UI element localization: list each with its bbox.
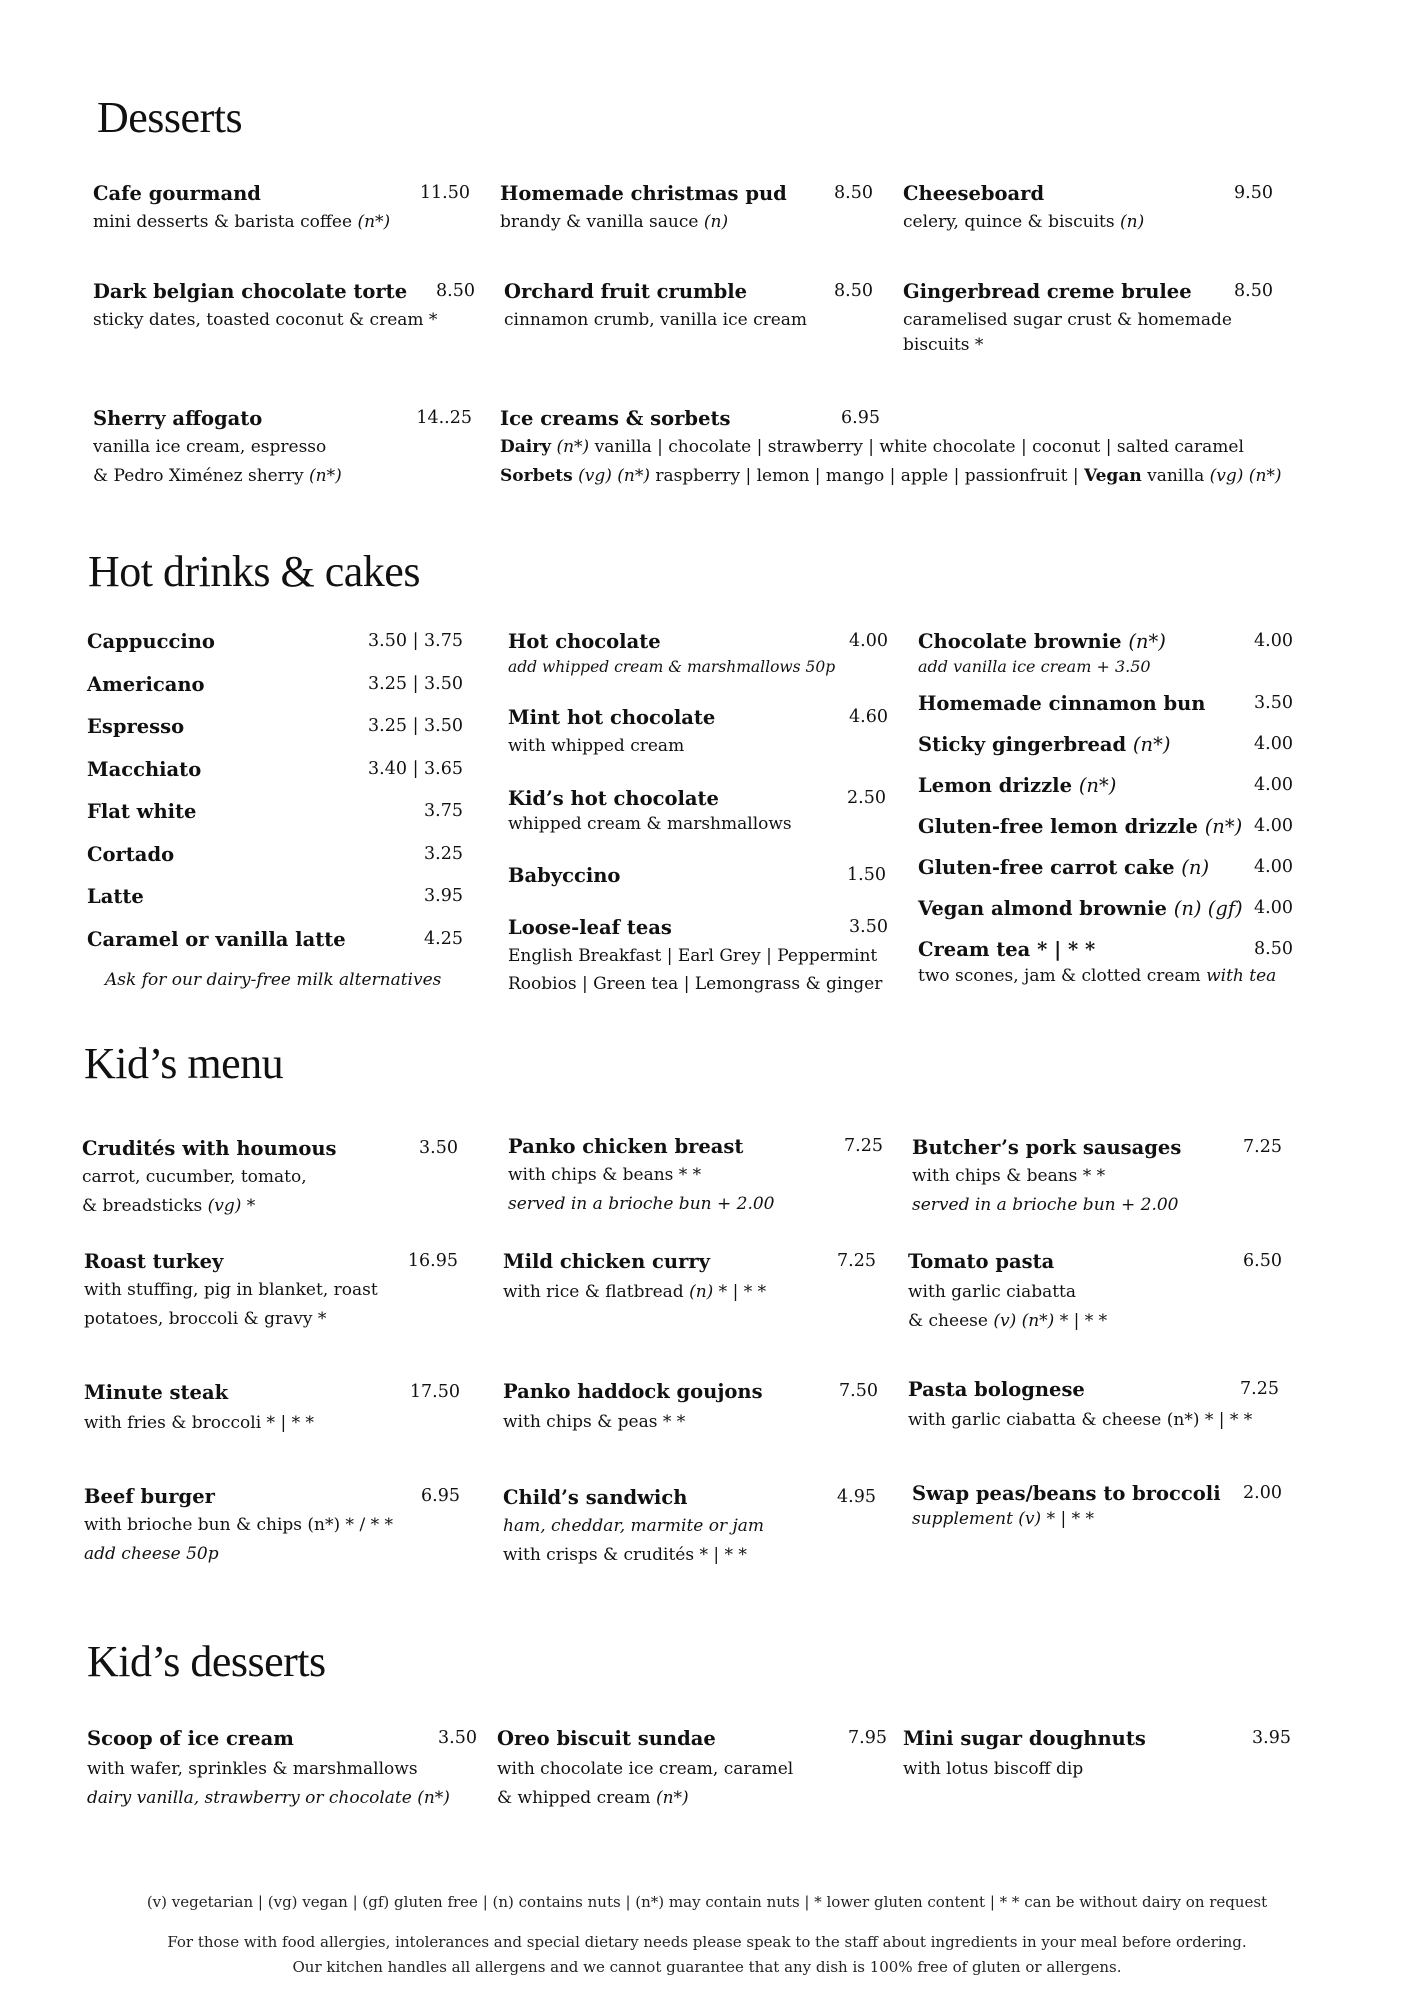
item-price: 6.95 xyxy=(841,408,880,428)
menu-item-sugar-doughnuts xyxy=(903,1725,1291,1784)
item-price: 2.50 xyxy=(847,788,886,808)
item-price: 4.25 xyxy=(424,928,463,949)
item-description: & Pedro Ximénez sherry (n*) xyxy=(93,466,342,486)
item-description: cinnamon crumb, vanilla ice cream xyxy=(504,310,808,330)
item-description: brandy & vanilla sauce (n) xyxy=(500,212,729,232)
item-price: 4.00 xyxy=(1254,734,1293,754)
item-description: whipped cream & marshmallows xyxy=(508,814,792,834)
coffee-item xyxy=(87,628,463,671)
item-price: 11.50 xyxy=(419,183,470,203)
item-description: with crisps & crudités * | * * xyxy=(503,1545,747,1565)
menu-item-tomato-pasta xyxy=(908,1248,1282,1336)
item-description: with chocolate ice cream, caramel xyxy=(497,1759,794,1779)
item-description: celery, quince & biscuits (n) xyxy=(903,212,1145,232)
item-description: with brioche bun & chips (n*) * / * * xyxy=(84,1515,393,1535)
item-name: Espresso xyxy=(87,715,185,738)
item-price: 4.95 xyxy=(837,1487,876,1507)
menu-item-babyccino xyxy=(508,862,886,890)
menu-item-swap-broccoli xyxy=(912,1480,1282,1530)
dietary-legend: (v) vegetarian | (vg) vegan | (gf) gluten free | (n) contains nuts | (n*) may contain nuts | * lower gluten content | * * can be without dairy on request xyxy=(146,1893,1268,1911)
item-name: Chocolate brownie (n*) xyxy=(918,630,1166,653)
dairy-list: Dairy (n*) vanilla | chocolate | strawberry | white chocolate | coconut | salted caramel xyxy=(500,437,1244,457)
item-price: 3.50 xyxy=(419,1138,458,1158)
cake-item xyxy=(918,895,1293,923)
item-price: 14..25 xyxy=(416,408,472,428)
allergy-notice: For those with food allergies, intolerances and special dietary needs please speak to the staff about ingredients in your meal before ordering. xyxy=(167,1933,1247,1951)
item-price: 4.00 xyxy=(1254,631,1293,651)
menu-item-hot-chocolate xyxy=(508,628,888,678)
item-description: vanilla ice cream, espresso xyxy=(93,437,327,457)
sorbet-list: Sorbets (vg) (n*) raspberry | lemon | mango | apple | passionfruit | Vegan vanilla (vg) (n*) xyxy=(500,466,1282,486)
dairy-free-note: Ask for our dairy-free milk alternatives xyxy=(105,970,442,990)
coffee-item xyxy=(87,756,463,799)
menu-item-minute-steak xyxy=(84,1379,460,1438)
item-name: Minute steak xyxy=(84,1381,229,1404)
item-price: 7.25 xyxy=(837,1251,876,1271)
item-price: 3.50 xyxy=(438,1728,477,1748)
item-name: Pasta bolognese xyxy=(908,1378,1085,1401)
item-name: Gingerbread creme brulee xyxy=(903,280,1192,303)
allergy-notice-2: Our kitchen handles all allergens and we cannot guarantee that any dish is 100% free of gluten or allergens. xyxy=(292,1958,1122,1976)
item-description: with garlic ciabatta & cheese (n*) * | * * xyxy=(908,1410,1253,1430)
menu-item-kids-hot-chocolate xyxy=(508,785,886,835)
menu-item-crudites xyxy=(82,1135,458,1221)
item-name: Cheeseboard xyxy=(903,182,1045,205)
item-description: with garlic ciabatta xyxy=(908,1282,1077,1302)
item-description: with stuffing, pig in blanket, roast xyxy=(84,1280,378,1300)
menu-item-brulee xyxy=(903,278,1273,360)
item-name: Dark belgian chocolate torte xyxy=(93,280,408,303)
item-name: Sticky gingerbread (n*) xyxy=(918,733,1171,756)
item-price: 3.50 xyxy=(849,917,888,937)
menu-item-haddock-goujons xyxy=(503,1378,878,1437)
item-name: Cortado xyxy=(87,842,175,866)
item-name: Latte xyxy=(87,885,144,908)
coffee-item xyxy=(87,883,463,926)
cake-item xyxy=(918,772,1293,800)
item-name: Orchard fruit crumble xyxy=(504,280,748,303)
cake-item xyxy=(918,936,1293,988)
item-price: 3.25 | 3.50 xyxy=(368,716,463,736)
item-price: 7.25 xyxy=(1243,1137,1282,1157)
item-price: 8.50 xyxy=(1254,939,1293,959)
item-price: 16.95 xyxy=(407,1251,458,1271)
desserts-title: Desserts xyxy=(97,93,243,142)
item-name: Tomato pasta xyxy=(908,1250,1055,1273)
item-description: potatoes, broccoli & gravy * xyxy=(84,1309,327,1329)
menu-item-ice-creams xyxy=(500,405,1282,491)
item-name: Hot chocolate xyxy=(508,630,661,653)
menu-item-christmas-pud xyxy=(500,180,873,237)
menu-item-roast-turkey xyxy=(84,1248,458,1334)
cake-list xyxy=(918,628,1293,1000)
item-price: 8.50 xyxy=(834,281,873,301)
coffee-list xyxy=(87,628,463,968)
cake-item xyxy=(918,813,1293,841)
item-description: two scones, jam & clotted cream with tea xyxy=(918,966,1277,986)
item-price: 3.50 | 3.75 xyxy=(368,631,463,651)
item-name: Kid’s hot chocolate xyxy=(508,787,719,810)
item-description: served in a brioche bun + 2.00 xyxy=(912,1195,1179,1215)
item-description: add cheese 50p xyxy=(84,1544,219,1564)
item-description: with wafer, sprinkles & marshmallows xyxy=(87,1759,418,1779)
item-price: 2.00 xyxy=(1243,1483,1282,1503)
item-name: Mild chicken curry xyxy=(503,1250,710,1273)
item-price: 7.50 xyxy=(839,1381,878,1401)
item-name: Beef burger xyxy=(84,1485,215,1508)
coffee-item xyxy=(87,841,463,884)
menu-item-oreo-sundae xyxy=(497,1725,887,1813)
item-name: Cafe gourmand xyxy=(93,182,261,205)
kids-desserts-title: Kid’s desserts xyxy=(87,1637,326,1686)
item-price: 7.25 xyxy=(1240,1379,1279,1399)
kids-menu-title: Kid’s menu xyxy=(84,1039,284,1088)
coffee-item xyxy=(87,713,463,756)
item-name: Gluten-free carrot cake (n) xyxy=(918,856,1210,879)
item-price: 4.00 xyxy=(1254,775,1293,795)
item-description: supplement (v) * | * * xyxy=(912,1509,1095,1529)
item-name: Lemon drizzle (n*) xyxy=(918,774,1117,797)
menu-item-scoop-ice-cream xyxy=(87,1725,477,1813)
cake-item xyxy=(918,854,1293,882)
item-price: 3.50 xyxy=(1254,693,1293,713)
item-name: Vegan almond brownie (n) (gf) xyxy=(918,897,1243,920)
item-price: 3.95 xyxy=(424,886,463,906)
item-price: 4.00 xyxy=(1254,898,1293,918)
item-name: Ice creams & sorbets xyxy=(500,407,731,430)
item-name: Gluten-free lemon drizzle (n*) xyxy=(918,815,1243,838)
item-price: 6.95 xyxy=(421,1486,460,1506)
item-price: 8.50 xyxy=(1234,281,1273,301)
item-price: 8.50 xyxy=(436,281,475,301)
item-name: Macchiato xyxy=(87,757,202,781)
menu-item-crumble xyxy=(504,278,873,335)
item-description: with chips & beans * * xyxy=(508,1165,702,1185)
item-description: with whipped cream xyxy=(508,736,685,756)
item-description: served in a brioche bun + 2.00 xyxy=(508,1194,775,1214)
item-price: 3.95 xyxy=(1252,1728,1291,1748)
item-price: 9.50 xyxy=(1234,183,1273,203)
item-price: 4.00 xyxy=(1254,857,1293,877)
item-name: Homemade christmas pud xyxy=(500,182,787,205)
item-price: 1.50 xyxy=(847,865,886,885)
item-description: sticky dates, toasted coconut & cream * xyxy=(93,310,438,330)
item-name: Crudités with houmous xyxy=(82,1137,337,1160)
item-price: 3.25 | 3.50 xyxy=(368,673,463,694)
item-description: with chips & beans * * xyxy=(912,1166,1106,1186)
menu-item-pasta-bolognese xyxy=(908,1376,1279,1435)
cake-item xyxy=(918,731,1293,759)
item-description: with lotus biscoff dip xyxy=(903,1759,1084,1779)
item-name: Panko chicken breast xyxy=(508,1135,744,1158)
item-name: Caramel or vanilla latte xyxy=(87,927,346,951)
item-price: 7.95 xyxy=(848,1728,887,1748)
item-name: Loose-leaf teas xyxy=(508,916,672,939)
item-description: add vanilla ice cream + 3.50 xyxy=(918,657,1151,676)
item-name: Child’s sandwich xyxy=(503,1486,688,1509)
item-description: & cheese (v) (n*) * | * * xyxy=(908,1311,1108,1331)
item-price: 3.25 xyxy=(424,843,463,864)
item-description: add whipped cream & marshmallows 50p xyxy=(508,658,836,676)
item-name: Sherry affogato xyxy=(93,407,263,430)
item-description: & whipped cream (n*) xyxy=(497,1788,689,1808)
cake-item xyxy=(918,690,1293,718)
item-name: Cappuccino xyxy=(87,630,215,653)
cake-item xyxy=(918,628,1293,678)
item-price: 4.00 xyxy=(849,631,888,651)
menu-item-beef-burger xyxy=(84,1483,460,1569)
item-description: English Breakfast | Earl Grey | Peppermint xyxy=(508,946,878,966)
menu-item-chocolate-torte xyxy=(93,278,475,335)
item-description: Roobios | Green tea | Lemongrass & ginger xyxy=(508,974,883,994)
item-price: 3.40 | 3.65 xyxy=(368,758,463,779)
item-name: Mint hot chocolate xyxy=(508,706,716,729)
item-price: 4.60 xyxy=(849,707,888,727)
menu-item-chicken-breast xyxy=(508,1133,883,1219)
menu-item-cafe-gourmand xyxy=(93,180,470,237)
item-description: dairy vanilla, strawberry or chocolate (n*) xyxy=(87,1788,450,1808)
coffee-item xyxy=(87,926,463,969)
coffee-item xyxy=(87,798,463,841)
item-description: with chips & peas * * xyxy=(503,1412,686,1432)
item-description: mini desserts & barista coffee (n*) xyxy=(93,212,391,232)
item-name: Butcher’s pork sausages xyxy=(912,1136,1182,1159)
menu-item-mint-hot-chocolate xyxy=(508,704,888,761)
item-name: Homemade cinnamon bun xyxy=(918,692,1206,715)
item-description: with rice & flatbread (n) * | * * xyxy=(503,1282,767,1302)
item-name: Swap peas/beans to broccoli xyxy=(912,1482,1221,1505)
item-price: 7.25 xyxy=(844,1136,883,1156)
item-description: carrot, cucumber, tomato, xyxy=(82,1167,307,1187)
item-name: Mini sugar doughnuts xyxy=(903,1727,1146,1750)
item-name: Scoop of ice cream xyxy=(87,1727,294,1750)
menu-item-childs-sandwich xyxy=(503,1484,876,1570)
item-price: 3.75 xyxy=(424,801,463,821)
item-description: & breadsticks (vg) * xyxy=(82,1196,256,1216)
item-description: ham, cheddar, marmite or jam xyxy=(503,1516,765,1536)
item-name: Flat white xyxy=(87,800,197,823)
item-description: with fries & broccoli * | * * xyxy=(84,1413,314,1433)
item-name: Babyccino xyxy=(508,864,621,887)
menu-item-chicken-curry xyxy=(503,1248,876,1307)
item-name: Oreo biscuit sundae xyxy=(497,1727,716,1750)
item-description: biscuits * xyxy=(903,335,984,355)
item-name: Panko haddock goujons xyxy=(503,1380,763,1403)
item-price: 6.50 xyxy=(1243,1251,1282,1271)
item-price: 8.50 xyxy=(834,183,873,203)
coffee-item xyxy=(87,671,463,714)
item-name: Cream tea * | * * xyxy=(918,938,1096,961)
menu-item-affogato xyxy=(93,405,472,491)
item-price: 4.00 xyxy=(1254,816,1293,836)
menu-item-sausages xyxy=(912,1134,1282,1220)
item-description: caramelised sugar crust & homemade xyxy=(903,310,1232,330)
item-name: Americano xyxy=(87,672,205,696)
menu-item-cheeseboard xyxy=(903,180,1273,237)
hot-drinks-title: Hot drinks & cakes xyxy=(88,547,420,596)
item-name: Roast turkey xyxy=(84,1250,224,1273)
item-price: 17.50 xyxy=(409,1382,460,1402)
menu-item-loose-leaf-teas xyxy=(508,914,888,998)
